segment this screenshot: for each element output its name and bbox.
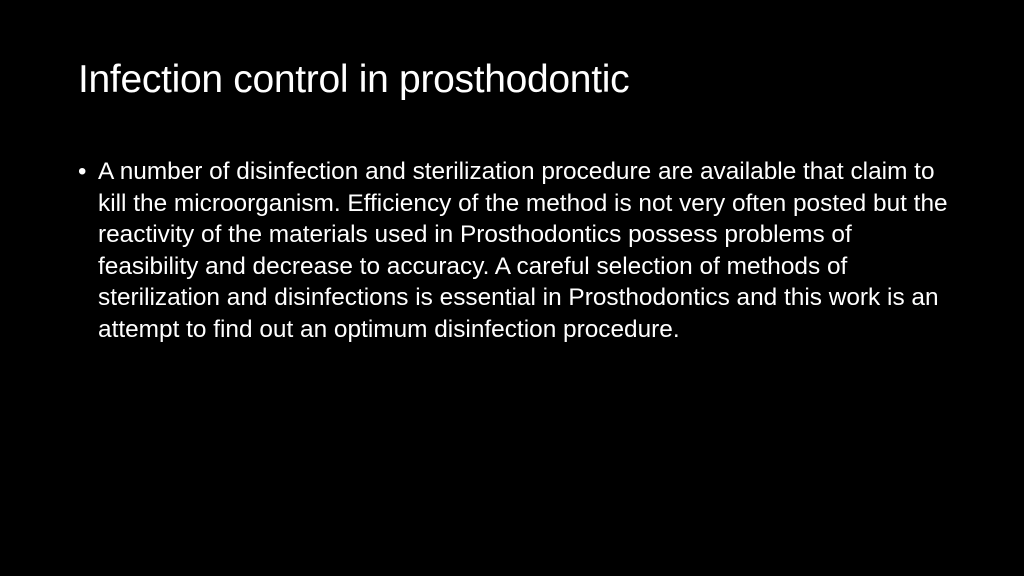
slide-title: Infection control in prosthodontic [78,58,630,101]
bullet-item [78,156,958,345]
slide-body [78,156,958,345]
bullet-marker: • [78,158,87,185]
bullet-text: A number of disinfection and sterilization procedure are available that claim to kill the microorganism. Efficiency of the method is not very often posted but the reactivity of the materials used in Prosthodontics possess problems of feasibility and decrease to accuracy. A careful selection of methods of sterilization and disinfections is essential in Prosthodontics and this work is an attempt to find out an optimum disinfection procedure. [98,158,948,343]
